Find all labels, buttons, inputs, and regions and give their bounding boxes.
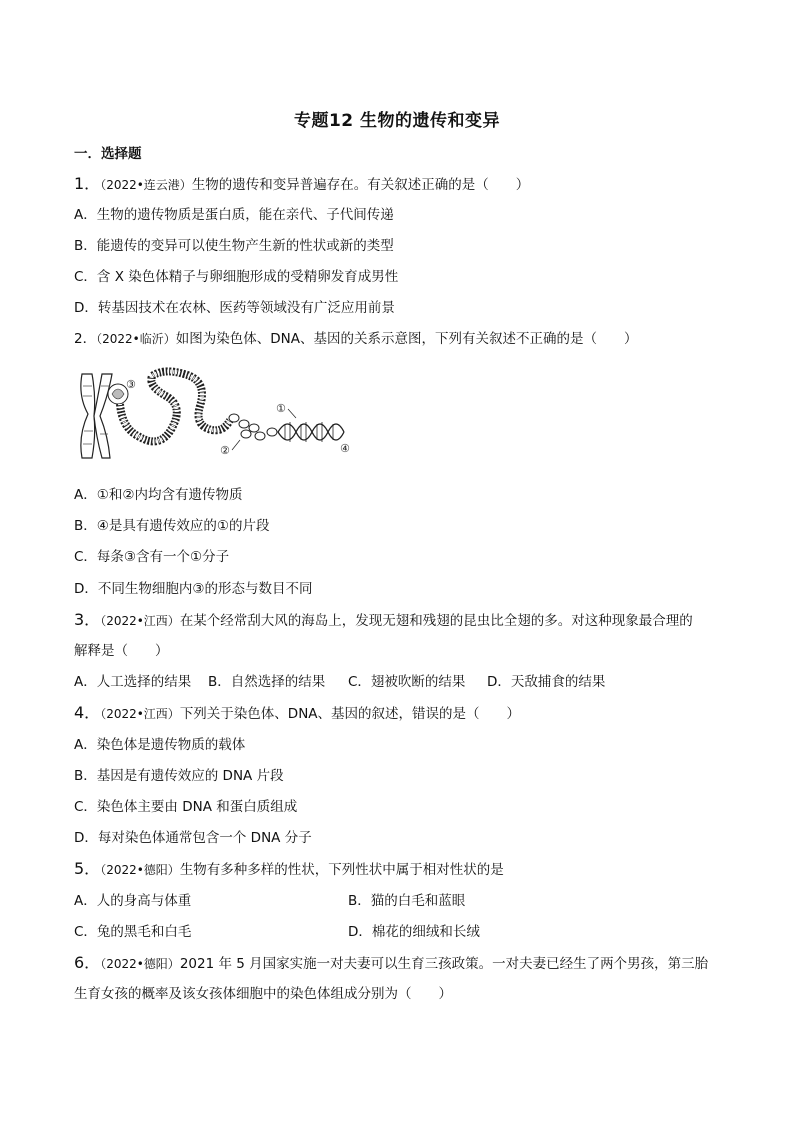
question-2-stem — [74, 330, 637, 348]
question-3-stem-continued: 解释是（ ） — [74, 643, 169, 659]
question-6-stem — [74, 954, 708, 973]
page-title: 专题12 生物的遗传和变异 — [293, 111, 501, 131]
question-number: 3． — [74, 610, 101, 629]
question-source: （2022•江西） — [100, 707, 180, 721]
question-source: （2022•连云港） — [100, 178, 192, 192]
section-heading: 一．选择题 — [74, 146, 142, 162]
question-3-stem — [74, 611, 693, 630]
question-text: 如图为染色体、DNA、基因的关系示意图，下列有关叙述不正确的是（ ） — [175, 331, 638, 347]
question-number: 5． — [74, 859, 101, 878]
question-text: 生物有多种多样的性状，下列性状中属于相对性状的是 — [179, 862, 504, 878]
figure-label-2: ② — [220, 444, 230, 457]
question-source: （2022•临沂） — [96, 332, 176, 346]
figure-label-1: ① — [276, 402, 286, 415]
chromosome-shape — [81, 374, 112, 458]
q4-option-d: D．每对染色体通常包含一个 DNA 分子 — [74, 830, 312, 846]
q3-option-c: C．翅被吹断的结果 — [348, 674, 466, 690]
q5-option-a: A．人的身高与体重 — [74, 893, 192, 909]
q3-option-b: B．自然选择的结果 — [208, 674, 326, 690]
q4-option-b: B．基因是有遗传效应的 DNA 片段 — [74, 768, 284, 784]
question-source: （2022•德阳） — [100, 957, 180, 971]
q4-option-a: A．染色体是遗传物质的载体 — [74, 737, 246, 753]
chromosome-dna-gene-diagram — [74, 366, 364, 466]
q4-option-c: C．染色体主要由 DNA 和蛋白质组成 — [74, 799, 298, 815]
question-text: 生物的遗传和变异普遍存在。有关叙述正确的是（ ） — [191, 177, 530, 193]
q5-option-c: C．兔的黑毛和白毛 — [74, 924, 192, 940]
question-number: 4． — [74, 703, 101, 722]
q1-option-a: A．生物的遗传物质是蛋白质，能在亲代、子代间传递 — [74, 207, 394, 223]
question-4-stem — [74, 704, 520, 723]
question-5-stem — [74, 860, 504, 879]
question-source: （2022•江西） — [100, 614, 180, 628]
question-number: 6． — [74, 953, 101, 972]
question-text: 下列关于染色体、DNA、基因的叙述，错误的是（ ） — [179, 706, 521, 722]
question-number: 1． — [74, 174, 101, 193]
q2-option-a: A．①和②内均含有遗传物质 — [74, 487, 243, 503]
question-text: 在某个经常刮大风的海岛上，发现无翅和残翅的昆虫比全翅的多。对这种现象最合理的 — [179, 613, 693, 629]
q5-option-d: D．棉花的细绒和长绒 — [348, 924, 480, 940]
q2-option-d: D．不同生物细胞内③的形态与数目不同 — [74, 581, 313, 597]
question-6-stem-continued: 生育女孩的概率及该女孩体细胞中的染色体组成分别为（ ） — [74, 986, 452, 1002]
q1-option-b: B．能遗传的变异可以使生物产生新的性状或新的类型 — [74, 238, 394, 254]
q1-option-c: C．含 X 染色体精子与卵细胞形成的受精卵发育成男性 — [74, 269, 399, 285]
question-text: 2021 年 5 月国家实施一对夫妻可以生育三孩政策。一对夫妻已经生了两个男孩，第三胎 — [179, 956, 709, 972]
q2-option-c: C．每条③含有一个①分子 — [74, 549, 230, 565]
q3-option-a: A．人工选择的结果 — [74, 674, 192, 690]
question-number: 2． — [74, 331, 97, 347]
figure-label-4: ④ — [340, 442, 350, 455]
figure-label-3: ③ — [126, 378, 136, 391]
question-source: （2022•德阳） — [100, 863, 180, 877]
q3-option-d: D．天敌捕食的结果 — [487, 674, 606, 690]
q2-option-b: B．④是具有遗传效应的①的片段 — [74, 518, 270, 534]
q5-option-b: B．猫的白毛和蓝眼 — [348, 893, 466, 909]
q1-option-d: D．转基因技术在农林、医药等领域没有广泛应用前景 — [74, 300, 395, 316]
question-1-stem — [74, 175, 529, 194]
